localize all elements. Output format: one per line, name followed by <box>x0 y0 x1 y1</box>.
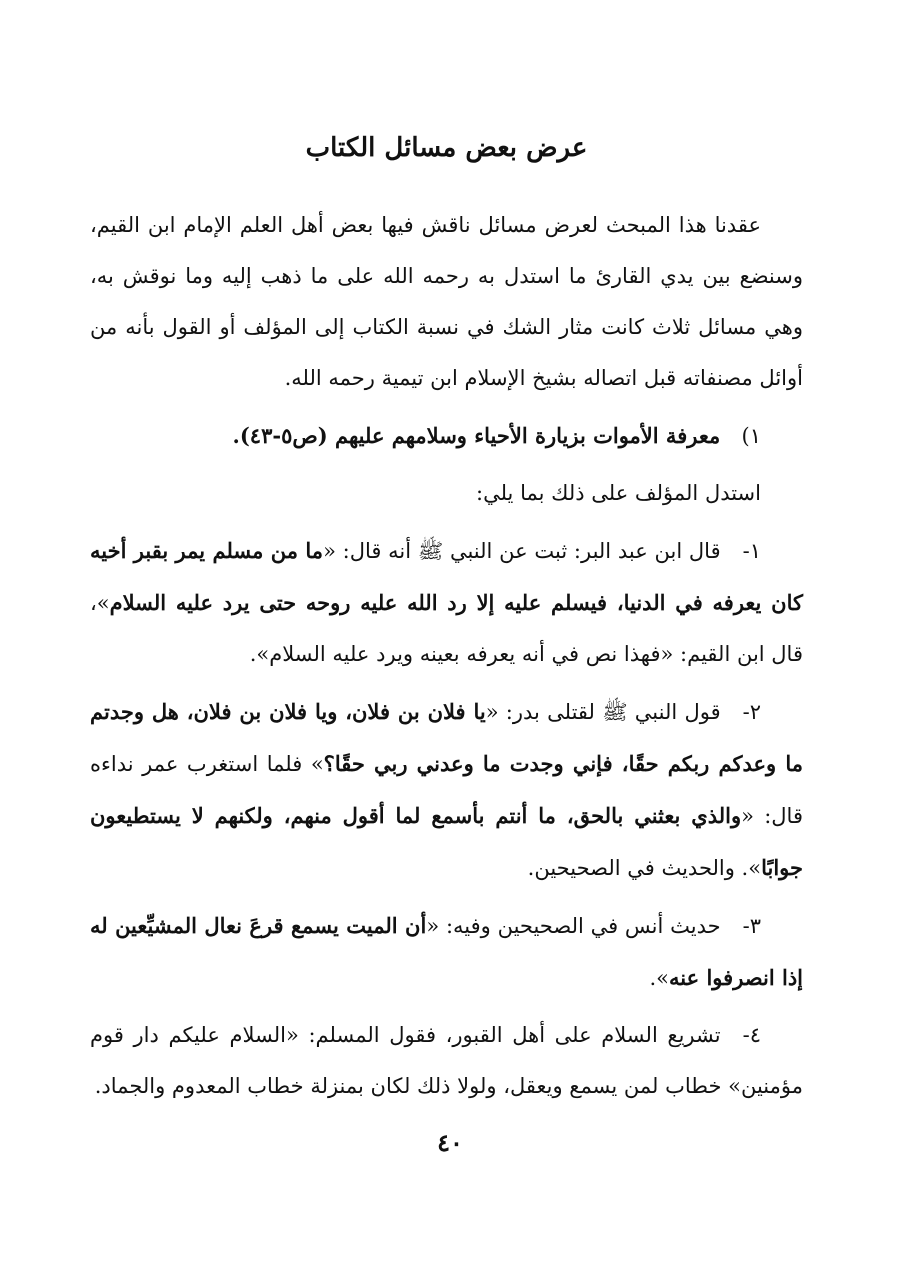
item-text: قال ابن عبد البر: ثبت عن النبي ﷺ أنه قال: « <box>323 539 721 563</box>
evidence-item-4 <box>90 1010 803 1112</box>
item-text: »، قال ابن القيم: «فهذا نص في أنه يعرفه بعينه ويرد عليه السلام». <box>90 591 803 666</box>
item-text: قول النبي ﷺ لقتلى بدر: « <box>485 700 721 724</box>
section-heading-text: معرفة الأموات بزيارة الأحياء وسلامهم عليهم (ص٥-٤٣). <box>232 423 721 448</box>
item-text: تشريع السلام على أهل القبور، فقول المسلم: «السلام عليكم دار قوم مؤمنين» خطاب لمن يسمع ويعقل، ولولا ذلك لكان بمنزلة خطاب المعدوم والجماد. <box>90 1023 803 1098</box>
item-text: حديث أنس في الصحيحين وفيه: « <box>426 914 721 938</box>
item-text: » فلما استغرب عمر نداءه قال: « <box>90 752 803 828</box>
item-number: ١- <box>742 539 761 563</box>
hadith-quote: يا فلان بن فلان، ويا فلان بن فلان، هل وجدتم ما وعدكم ربكم حقًا، فإني وجدت ما وعدني ربي حقًا؟ <box>90 699 804 776</box>
hadith-quote: أن الميت يسمع قرعَ نعال المشيِّعين له إذا انصرفوا عنه <box>90 913 803 990</box>
evidence-item-1 <box>90 525 803 680</box>
item-text: ». <box>649 966 670 990</box>
evidence-item-3 <box>90 900 803 1004</box>
item-number: ٣- <box>742 914 761 938</box>
item-number: ٢- <box>742 700 761 724</box>
hadith-quote: والذي بعثني بالحق، ما أنتم بأسمع لما أقول منهم، ولكنهم لا يستطيعون جوابًا <box>90 803 803 880</box>
page-title: عرض بعض مسائل الكتاب <box>305 133 588 163</box>
section-heading <box>90 410 803 462</box>
evidence-item-2 <box>90 686 803 894</box>
item-number: ٤- <box>742 1023 761 1047</box>
item-text: ». والحديث في الصحيحين. <box>527 856 762 880</box>
hadith-quote: ما من مسلم يمر بقبر أخيه كان يعرفه في الدنيا، فيسلم عليه إلا رد الله عليه روحه حتى يرد عليه السلام <box>90 538 803 615</box>
intro-paragraph: عقدنا هذا المبحث لعرض مسائل ناقش فيها بعض أهل العلم الإمام ابن القيم، وسنضع بين يدي القارئ ما استدل به رحمه الله على ما ذهب إليه وما نوقش به، وهي مسائل ثلاث كانت مثار الشك في نسبة الكتاب إلى المؤلف أو القول بأنه من أوائل مصنفاته قبل اتصاله بشيخ الإسلام ابن تيمية رحمه الله. <box>90 213 803 390</box>
page-number: ٤٠ <box>437 1128 463 1157</box>
lead-paragraph: استدل المؤلف على ذلك بما يلي: <box>476 481 761 505</box>
section-number: ١) <box>741 424 761 448</box>
